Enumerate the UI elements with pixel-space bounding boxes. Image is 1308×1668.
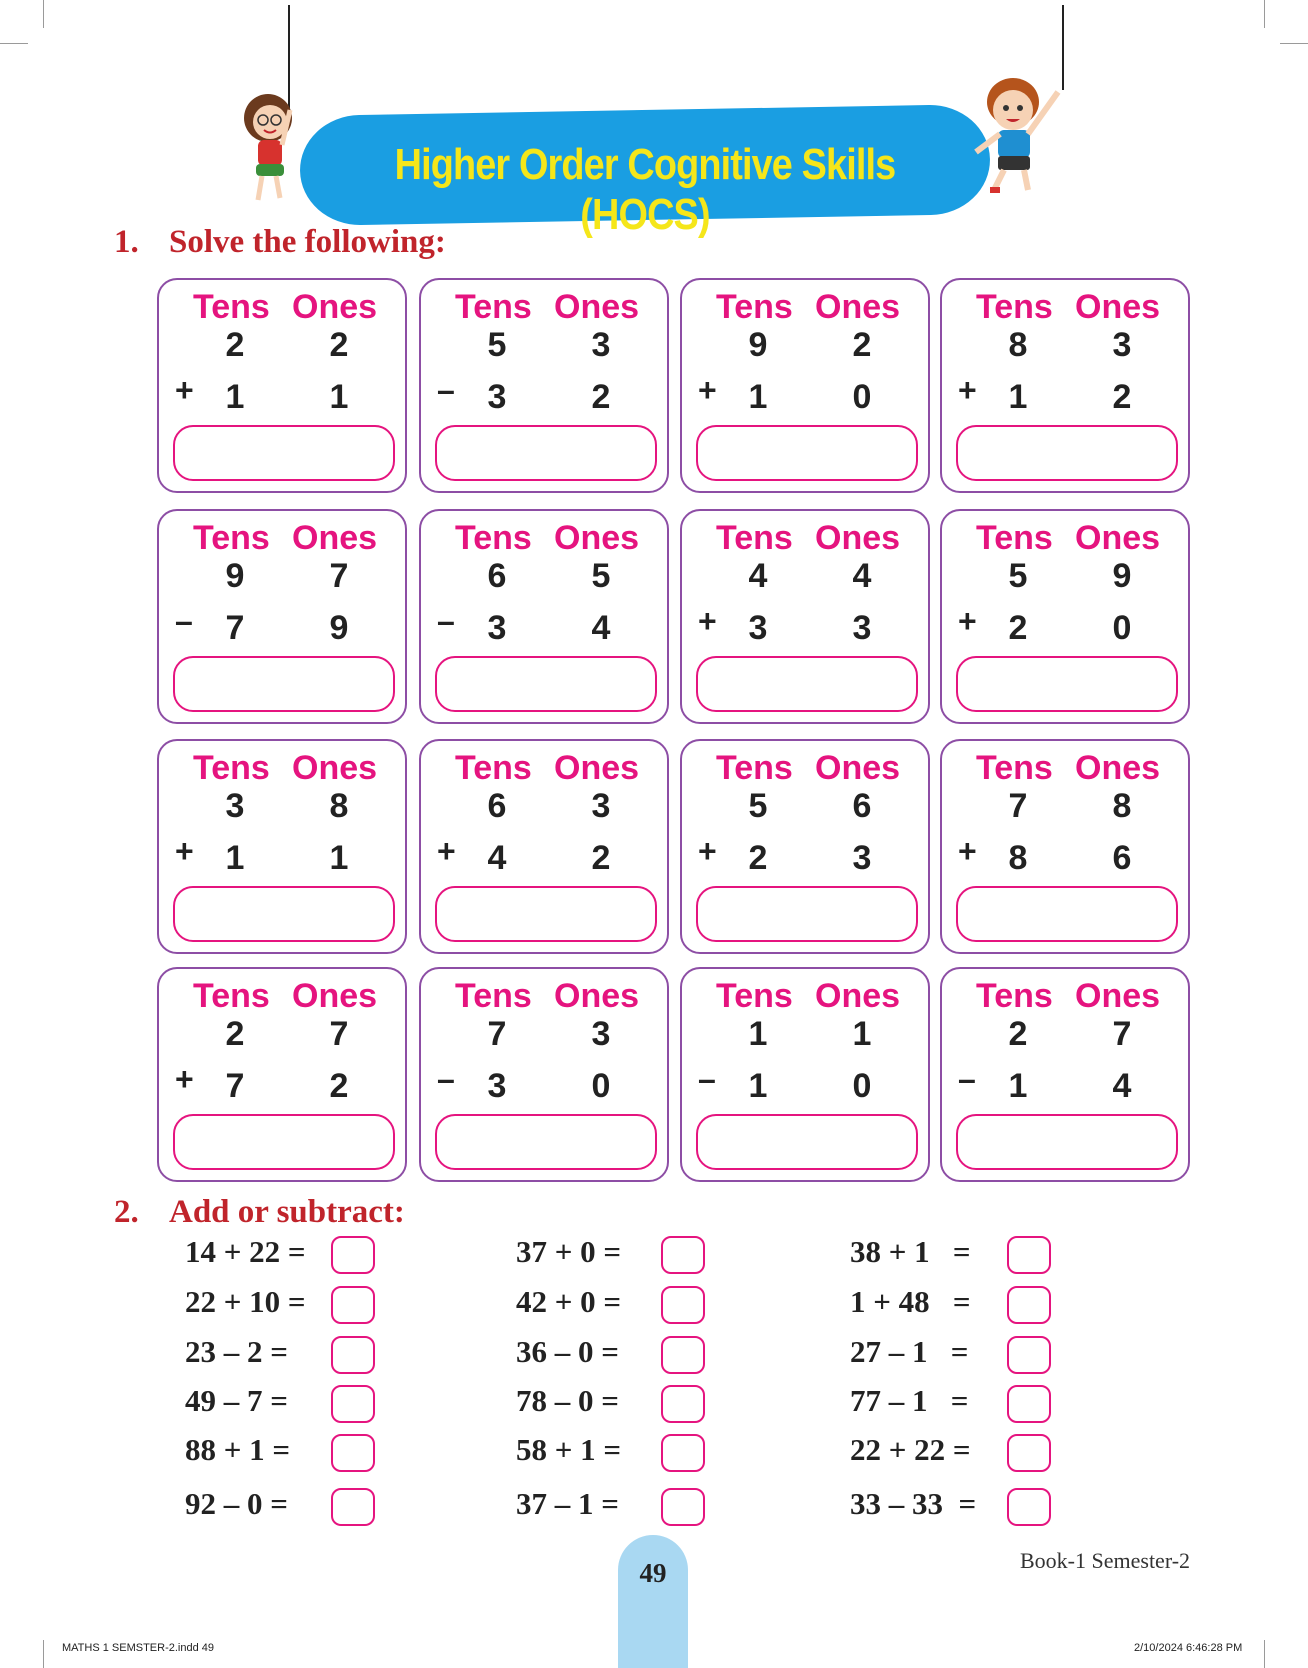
top-tens-digit: 2 [225,326,245,364]
section-2-title: Add or subtract: [169,1194,405,1230]
top-tens-digit: 3 [225,787,245,825]
answer-box[interactable] [173,425,395,481]
equation-text: 22 + 22 = [850,1432,971,1467]
answer-box[interactable] [956,425,1178,481]
operator-sign: – [698,1061,716,1097]
problem-card [157,278,407,493]
bottom-ones-digit: 2 [591,378,611,416]
top-tens-digit: 2 [225,1015,245,1053]
top-ones-digit: 1 [852,1015,872,1053]
top-tens-digit: 1 [748,1015,768,1053]
section-1-heading [114,224,446,261]
bottom-tens-digit: 2 [748,839,768,877]
bottom-tens-digit: 1 [1008,1067,1028,1105]
operator-sign: + [175,833,194,869]
answer-box[interactable] [696,886,918,942]
equation-answer-box[interactable] [1007,1488,1051,1526]
crop-mark [1280,43,1308,44]
top-ones-digit: 3 [591,787,611,825]
girl-illustration-icon [232,90,312,205]
problem-card [940,509,1190,724]
top-tens-digit: 7 [487,1015,507,1053]
operator-sign: – [437,603,455,639]
bottom-tens-digit: 2 [1008,609,1028,647]
ones-label: Ones [292,519,378,557]
tens-label: Tens [976,519,1053,557]
bottom-tens-digit: 1 [225,839,245,877]
operator-sign: + [175,372,194,408]
top-ones-digit: 3 [591,326,611,364]
ones-label: Ones [1075,749,1161,787]
problem-card [157,509,407,724]
print-slug-date: 2/10/2024 6:46:28 PM [1134,1642,1243,1654]
equation-answer-box[interactable] [331,1336,375,1374]
answer-box[interactable] [173,1114,395,1170]
bottom-ones-digit: 2 [591,839,611,877]
tens-label: Tens [976,749,1053,787]
tens-label: Tens [455,519,532,557]
bottom-tens-digit: 3 [487,1067,507,1105]
section-2-number: 2. [114,1194,139,1230]
bottom-ones-digit: 2 [329,1067,349,1105]
bottom-tens-digit: 7 [225,1067,245,1105]
top-tens-digit: 2 [1008,1015,1028,1053]
bottom-tens-digit: 1 [748,378,768,416]
bottom-ones-digit: 4 [591,609,611,647]
problem-card [680,278,930,493]
top-ones-digit: 6 [852,787,872,825]
tens-label: Tens [716,519,793,557]
top-tens-digit: 5 [748,787,768,825]
ones-label: Ones [554,977,640,1015]
top-ones-digit: 2 [329,326,349,364]
top-ones-digit: 7 [1112,1015,1132,1053]
bottom-ones-digit: 1 [329,378,349,416]
equation-text: 33 – 33 = [850,1486,977,1521]
equation-text: 37 + 0 = [516,1234,622,1269]
page-title: Higher Order Cognitive Skills (HOCS) [394,140,896,239]
answer-box[interactable] [435,886,657,942]
bottom-ones-digit: 6 [1112,839,1132,877]
bottom-ones-digit: 0 [591,1067,611,1105]
tens-label: Tens [193,288,270,326]
crop-mark [0,43,28,44]
equation-answer-box[interactable] [1007,1385,1051,1423]
ones-label: Ones [292,749,378,787]
bottom-tens-digit: 1 [748,1067,768,1105]
crop-mark [43,0,44,28]
equation-answer-box[interactable] [661,1336,705,1374]
ones-label: Ones [1075,519,1161,557]
tens-label: Tens [455,288,532,326]
problem-card [419,509,669,724]
ones-label: Ones [815,977,901,1015]
tens-label: Tens [716,977,793,1015]
problem-card [157,967,407,1182]
operator-sign: – [175,603,193,639]
top-tens-digit: 6 [487,787,507,825]
equation-text: 42 + 0 = [516,1284,622,1319]
page-number: 49 [639,1558,667,1588]
bottom-tens-digit: 8 [1008,839,1028,877]
equation-answer-box[interactable] [331,1236,375,1274]
boy-illustration-icon [968,72,1068,197]
crop-mark [1264,0,1265,28]
top-tens-digit: 6 [487,557,507,595]
equation-text: 36 – 0 = [516,1334,619,1369]
ones-label: Ones [815,288,901,326]
answer-box[interactable] [173,886,395,942]
ones-label: Ones [1075,288,1161,326]
equation-answer-box[interactable] [661,1385,705,1423]
equation-text: 88 + 1 = [185,1432,291,1467]
tens-label: Tens [976,977,1053,1015]
ones-label: Ones [815,519,901,557]
bottom-ones-digit: 3 [852,839,872,877]
top-ones-digit: 5 [591,557,611,595]
equation-text: 58 + 1 = [516,1432,622,1467]
top-tens-digit: 8 [1008,326,1028,364]
problem-card [419,739,669,954]
answer-box[interactable] [696,656,918,712]
top-ones-digit: 7 [329,557,349,595]
operator-sign: + [958,833,977,869]
section-1-number: 1. [114,224,139,260]
top-ones-digit: 2 [852,326,872,364]
problem-card [680,739,930,954]
bottom-ones-digit: 4 [1112,1067,1132,1105]
equation-text: 38 + 1 = [850,1234,971,1269]
section-2-heading [114,1194,405,1231]
print-slug-file: MATHS 1 SEMSTER-2.indd 49 [62,1642,215,1654]
bottom-ones-digit: 9 [329,609,349,647]
tens-label: Tens [193,519,270,557]
equation-text: 23 – 2 = [185,1334,288,1369]
equation-text: 78 – 0 = [516,1383,619,1418]
operator-sign: + [958,372,977,408]
answer-box[interactable] [696,425,918,481]
book-label: Book-1 Semester-2 [1020,1548,1191,1573]
equation-answer-box[interactable] [1007,1286,1051,1324]
bottom-tens-digit: 1 [225,378,245,416]
operator-sign: + [437,833,456,869]
answer-box[interactable] [696,1114,918,1170]
top-ones-digit: 9 [1112,557,1132,595]
equation-text: 49 – 7 = [185,1383,288,1418]
operator-sign: – [437,372,455,408]
operator-sign: + [175,1061,194,1097]
top-ones-digit: 3 [1112,326,1132,364]
operator-sign: – [958,1061,976,1097]
bottom-ones-digit: 0 [1112,609,1132,647]
tens-label: Tens [455,977,532,1015]
top-ones-digit: 8 [329,787,349,825]
equation-answer-box[interactable] [1007,1336,1051,1374]
ones-label: Ones [554,288,640,326]
answer-box[interactable] [173,656,395,712]
ones-label: Ones [815,749,901,787]
problem-card [680,967,930,1182]
ones-label: Ones [1075,977,1161,1015]
top-tens-digit: 9 [748,326,768,364]
tens-label: Tens [455,749,532,787]
bottom-tens-digit: 4 [487,839,507,877]
bottom-ones-digit: 2 [1112,378,1132,416]
equation-answer-box[interactable] [1007,1236,1051,1274]
top-ones-digit: 4 [852,557,872,595]
crop-mark [43,1640,44,1668]
top-tens-digit: 7 [1008,787,1028,825]
equation-answer-box[interactable] [331,1488,375,1526]
equation-text: 27 – 1 = [850,1334,969,1369]
equation-answer-box[interactable] [331,1385,375,1423]
problem-card [680,509,930,724]
top-ones-digit: 7 [329,1015,349,1053]
problem-card [419,967,669,1182]
operator-sign: + [698,603,717,639]
problem-card [157,739,407,954]
page-number-tab [618,1535,688,1668]
bottom-ones-digit: 0 [852,378,872,416]
bottom-tens-digit: 7 [225,609,245,647]
ones-label: Ones [554,519,640,557]
equation-answer-box[interactable] [661,1488,705,1526]
problem-card [940,739,1190,954]
tens-label: Tens [193,749,270,787]
bottom-tens-digit: 3 [487,378,507,416]
operator-sign: + [698,833,717,869]
ones-label: Ones [292,288,378,326]
bottom-ones-digit: 0 [852,1067,872,1105]
answer-box[interactable] [956,1114,1178,1170]
equation-answer-box[interactable] [1007,1434,1051,1472]
operator-sign: – [437,1061,455,1097]
top-ones-digit: 8 [1112,787,1132,825]
answer-box[interactable] [435,656,657,712]
equation-answer-box[interactable] [331,1286,375,1324]
crop-mark [1264,1640,1265,1668]
ones-label: Ones [554,749,640,787]
bottom-ones-digit: 3 [852,609,872,647]
equation-text: 92 – 0 = [185,1486,288,1521]
bottom-tens-digit: 1 [1008,378,1028,416]
problem-card [940,967,1190,1182]
top-tens-digit: 5 [1008,557,1028,595]
operator-sign: + [698,372,717,408]
answer-box[interactable] [956,886,1178,942]
equation-answer-box[interactable] [661,1434,705,1472]
section-1-title: Solve the following: [169,224,446,260]
bottom-ones-digit: 1 [329,839,349,877]
equation-answer-box[interactable] [661,1286,705,1324]
top-ones-digit: 3 [591,1015,611,1053]
tens-label: Tens [716,288,793,326]
equation-text: 22 + 10 = [185,1284,306,1319]
operator-sign: + [958,603,977,639]
equation-answer-box[interactable] [331,1434,375,1472]
tens-label: Tens [716,749,793,787]
equation-answer-box[interactable] [661,1236,705,1274]
equation-text: 14 + 22 = [185,1234,306,1269]
bottom-tens-digit: 3 [487,609,507,647]
problem-card [940,278,1190,493]
equation-text: 37 – 1 = [516,1486,619,1521]
ones-label: Ones [292,977,378,1015]
tens-label: Tens [976,288,1053,326]
answer-box[interactable] [435,1114,657,1170]
equation-text: 77 – 1 = [850,1383,969,1418]
answer-box[interactable] [435,425,657,481]
top-tens-digit: 4 [748,557,768,595]
answer-box[interactable] [956,656,1178,712]
bottom-tens-digit: 3 [748,609,768,647]
equation-text: 1 + 48 = [850,1284,971,1319]
problem-card [419,278,669,493]
top-tens-digit: 9 [225,557,245,595]
top-tens-digit: 5 [487,326,507,364]
tens-label: Tens [193,977,270,1015]
